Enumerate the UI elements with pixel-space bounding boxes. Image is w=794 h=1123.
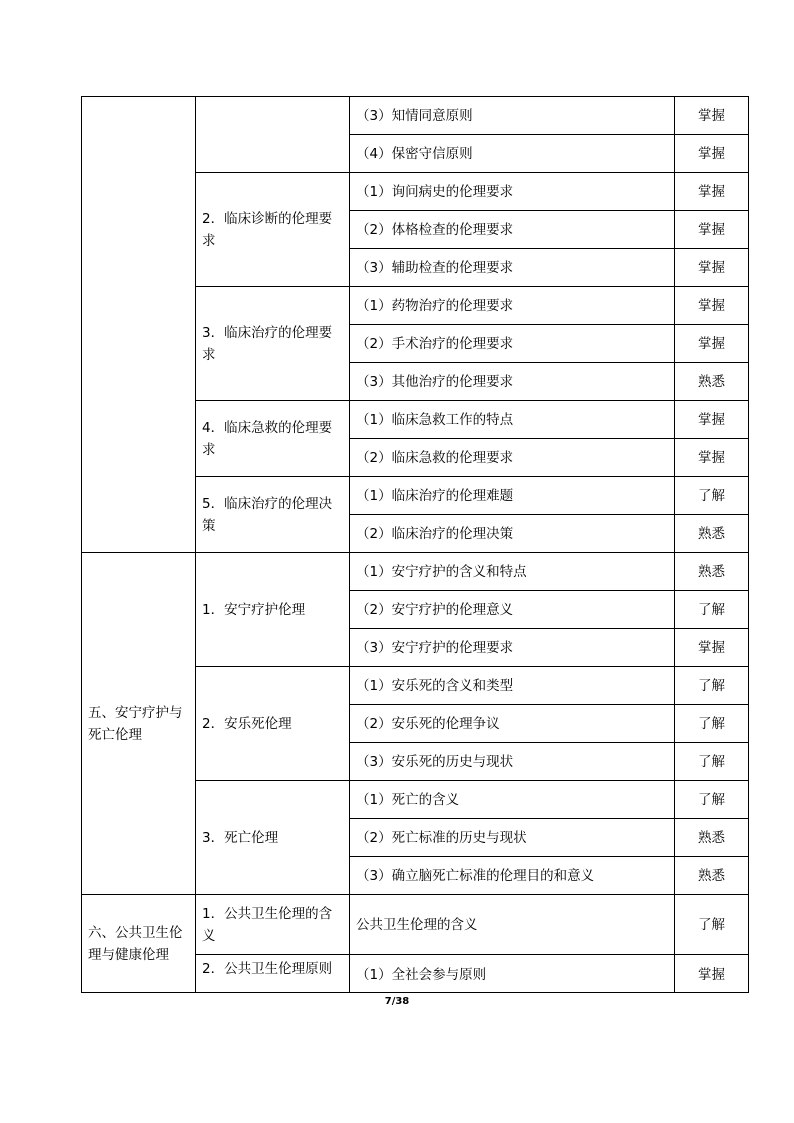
content-cell: （1）死亡的含义 bbox=[350, 781, 675, 819]
level-cell: 了解 bbox=[675, 667, 749, 705]
content-cell: （1）临床急救工作的特点 bbox=[350, 401, 675, 439]
subtopic-cell: 2．临床诊断的伦理要求 bbox=[196, 173, 350, 287]
level-cell: 熟悉 bbox=[675, 857, 749, 895]
level-cell: 掌握 bbox=[675, 249, 749, 287]
unit-cell: 六、公共卫生伦理与健康伦理 bbox=[82, 895, 196, 993]
content-cell: （3）辅助检查的伦理要求 bbox=[350, 249, 675, 287]
subtopic-cell-continued bbox=[196, 97, 350, 173]
level-cell: 掌握 bbox=[675, 97, 749, 135]
subtopic-cell: 1．公共卫生伦理的含义 bbox=[196, 895, 350, 955]
level-cell: 了解 bbox=[675, 743, 749, 781]
content-cell: （3）确立脑死亡标准的伦理目的和意义 bbox=[350, 857, 675, 895]
subtopic-cell: 3．死亡伦理 bbox=[196, 781, 350, 895]
content-cell: （2）临床急救的伦理要求 bbox=[350, 439, 675, 477]
syllabus-table bbox=[81, 96, 749, 993]
content-cell: （2）手术治疗的伦理要求 bbox=[350, 325, 675, 363]
level-cell: 掌握 bbox=[675, 955, 749, 993]
level-cell: 了解 bbox=[675, 591, 749, 629]
content-cell: （1）安乐死的含义和类型 bbox=[350, 667, 675, 705]
level-cell: 熟悉 bbox=[675, 553, 749, 591]
level-cell: 了解 bbox=[675, 895, 749, 955]
level-cell: 掌握 bbox=[675, 629, 749, 667]
table-row bbox=[82, 895, 749, 955]
content-cell: （1）安宁疗护的含义和特点 bbox=[350, 553, 675, 591]
content-cell: （1）全社会参与原则 bbox=[350, 955, 675, 993]
table-row bbox=[82, 553, 749, 591]
level-cell: 掌握 bbox=[675, 439, 749, 477]
level-cell: 熟悉 bbox=[675, 819, 749, 857]
content-cell: 公共卫生伦理的含义 bbox=[350, 895, 675, 955]
level-cell: 熟悉 bbox=[675, 363, 749, 401]
subtopic-cell: 4．临床急救的伦理要求 bbox=[196, 401, 350, 477]
content-cell: （2）安宁疗护的伦理意义 bbox=[350, 591, 675, 629]
content-cell: （1）药物治疗的伦理要求 bbox=[350, 287, 675, 325]
level-cell: 了解 bbox=[675, 705, 749, 743]
level-cell: 了解 bbox=[675, 781, 749, 819]
content-cell: （2）死亡标准的历史与现状 bbox=[350, 819, 675, 857]
subtopic-cell: 5．临床治疗的伦理决策 bbox=[196, 477, 350, 553]
level-cell: 掌握 bbox=[675, 401, 749, 439]
level-cell: 掌握 bbox=[675, 287, 749, 325]
page-number: 7/38 bbox=[384, 996, 410, 1007]
unit-cell: 五、安宁疗护与死亡伦理 bbox=[82, 553, 196, 895]
subtopic-cell: 1．安宁疗护伦理 bbox=[196, 553, 350, 667]
subtopic-cell: 2．公共卫生伦理原则 bbox=[196, 955, 350, 993]
level-cell: 了解 bbox=[675, 477, 749, 515]
unit-cell-continued bbox=[82, 97, 196, 553]
level-cell: 掌握 bbox=[675, 135, 749, 173]
level-cell: 掌握 bbox=[675, 325, 749, 363]
level-cell: 掌握 bbox=[675, 173, 749, 211]
level-cell: 熟悉 bbox=[675, 515, 749, 553]
table-row bbox=[82, 97, 749, 135]
content-cell: （1）询问病史的伦理要求 bbox=[350, 173, 675, 211]
subtopic-cell: 2．安乐死伦理 bbox=[196, 667, 350, 781]
level-cell: 掌握 bbox=[675, 211, 749, 249]
content-cell: （2）临床治疗的伦理决策 bbox=[350, 515, 675, 553]
content-cell: （3）安乐死的历史与现状 bbox=[350, 743, 675, 781]
content-cell: （3）其他治疗的伦理要求 bbox=[350, 363, 675, 401]
content-cell: （2）体格检查的伦理要求 bbox=[350, 211, 675, 249]
content-cell: （1）临床治疗的伦理难题 bbox=[350, 477, 675, 515]
content-cell: （3）安宁疗护的伦理要求 bbox=[350, 629, 675, 667]
content-cell: （2）安乐死的伦理争议 bbox=[350, 705, 675, 743]
content-cell: （4）保密守信原则 bbox=[350, 135, 675, 173]
content-cell: （3）知情同意原则 bbox=[350, 97, 675, 135]
subtopic-cell: 3．临床治疗的伦理要求 bbox=[196, 287, 350, 401]
